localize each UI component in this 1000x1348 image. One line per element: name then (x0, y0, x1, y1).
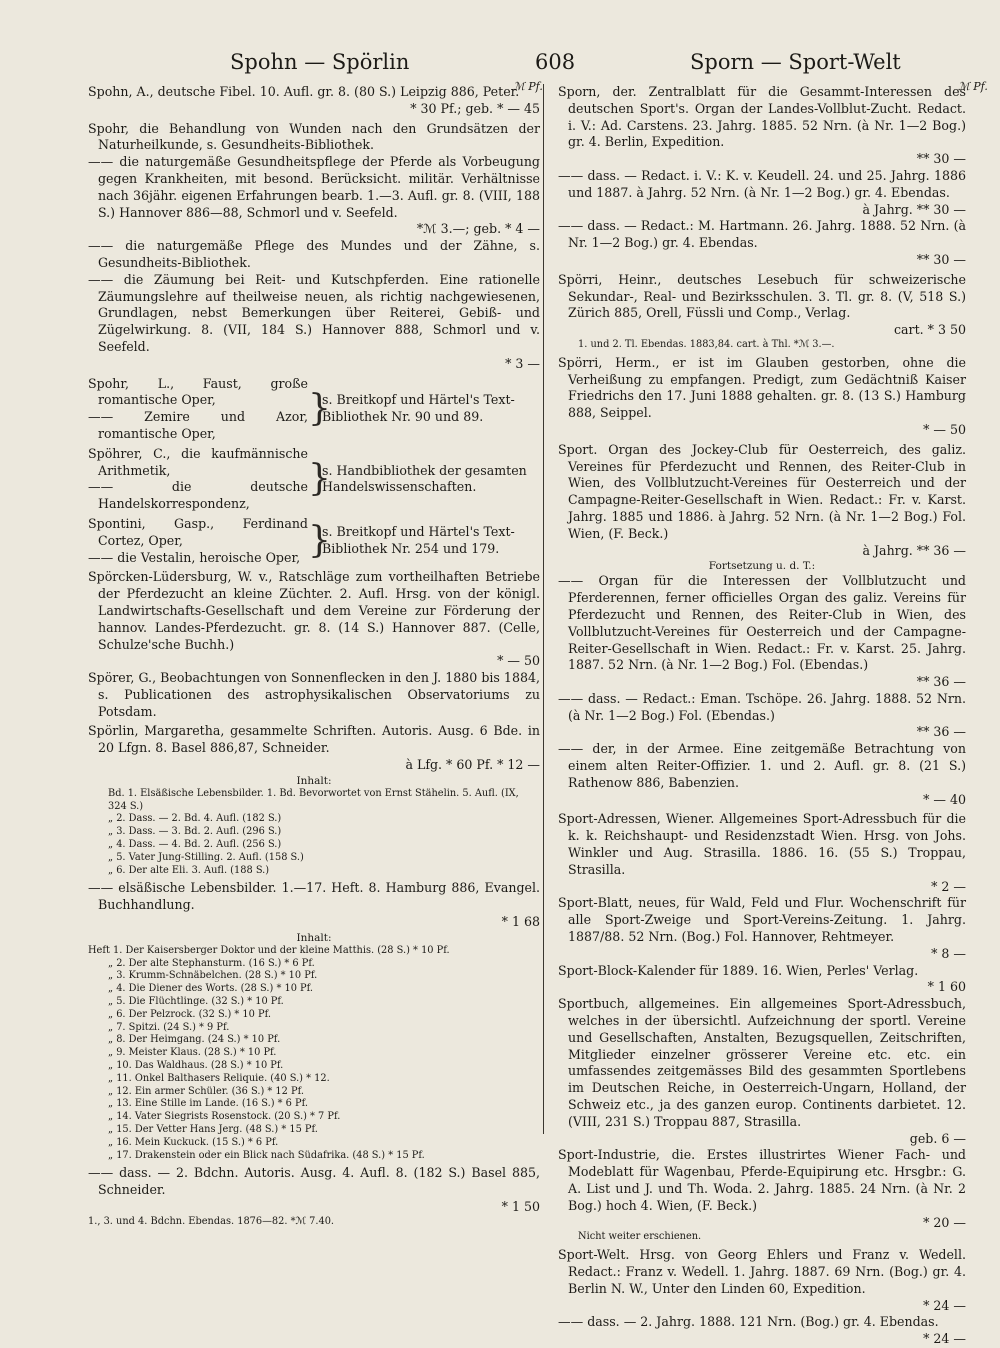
volume-item: Bd. 1. Elsäßische Lebensbilder. 1. Bd. Bevorwortet von Ernst Stähelin. 5. Aufl. (IX, 324 S.) (108, 787, 519, 812)
entry-spoehrer-a: Spöhrer, C., die kaufmännische Arithmetik, (88, 445, 308, 478)
volume-list (88, 788, 540, 878)
header-right-running-title: Sporn — Sport-Welt (690, 50, 901, 74)
heft-item: „ 5. Die Flüchtlinge. (32 S.) * 10 Pf. (108, 996, 284, 1008)
entry-price: ** 30 — (916, 151, 966, 167)
heft-item: „ 7. Spitzi. (24 S.) * 9 Pf. (108, 1021, 230, 1033)
brace-group-spontini (88, 516, 540, 566)
entry-price: ** 36 — (916, 724, 966, 740)
entry-spoerri-herm: Spörri, Herm., er ist im Glauben gestorben, ohne die Verheißung zu empfangen. Predigt, zum Gedächtniß Kaiser Friedrichs den 17. Juni 1888 gehalten. gr. 8. (13 S.) Hamburg 888, Seippel. (558, 354, 966, 421)
entry-spoehrer-b: —— die deutsche Handelskorrespondenz, (88, 479, 308, 512)
entry-price: * — 50 (923, 421, 966, 437)
entry-elsaessische-lebensbilder: —— elsäßische Lebensbilder. 1.—17. Heft. 8. Hamburg 886, Evangel. Buchhandlung. (88, 880, 540, 913)
heft-item: „ 10. Das Waldhaus. (28 S.) * 10 Pf. (108, 1060, 284, 1072)
entry-sport-adressen: Sport-Adressen, Wiener. Allgemeines Sport-Adressbuch für die k. k. Reichshaupt- und Residenzstadt Wien. Hrsg. von Johs. Winkler und Aug. Strasilla. 1886. 16. (55 S.) Troppau, Strasilla. (558, 811, 966, 877)
contents-heading: Inhalt: (296, 774, 332, 787)
brace-reference: s. Handbibliothek der gesamten Handelswissenschaften. (322, 462, 527, 495)
entry-price: * 30 Pf.; geb. * — 45 (410, 100, 540, 116)
brace-reference: s. Breitkopf und Härtel's Text-Bibliothek Nr. 254 und 179. (322, 524, 515, 557)
entry-spoerri-heinr: Spörri, Heinr., deutsches Lesebuch für schweizerische Sekundar-, Real- und Bezirksschulen. 3. Tl. gr. 8. (V, 518 S.) Zürich 885, Orell, Füssli und Comp., Verlag. (558, 271, 966, 321)
entry-sport-welt-dass: —— dass. — 2. Jahrg. 1888. 121 Nrn. (Bog.) gr. 4. Ebendas. (558, 1314, 939, 1330)
entry-note: Nicht weiter erschienen. (578, 1231, 702, 1243)
heft-item: „ 6. Der Pelzrock. (32 S.) * 10 Pf. (108, 1008, 271, 1020)
entry-price: à Jahrg. ** 36 — (862, 542, 966, 558)
brace-icon: } (308, 388, 331, 430)
entry-price: ** 36 — (916, 674, 966, 690)
entry-sporn-dass-1: —— dass. — Redact. i. V.: K. v. Keudell. 24. und 25. Jahrg. 1886 und 1887. à Jahrg. 52 Nrn. (à Nr. 1—2 Bog.) gr. 4. Ebendas. (558, 167, 966, 200)
entry-sport-blatt: Sport-Blatt, neues, für Wald, Feld und Flur. Wochenschrift für alle Sport-Zweige und Sport-Vereins-Zeitung. 1. Jahrg. 1887/88. 52 Nrn. (Bog.) Fol. Hannover, Rehtmeyer. (558, 895, 966, 945)
entry-note: 1. und 2. Tl. Ebendas. 1883,84. cart. à Thl. *ℳ 3.—. (578, 338, 835, 350)
heft-list (88, 945, 540, 1163)
contents-heading: Inhalt: (296, 931, 332, 944)
heft-item: Heft 1. Der Kaisersberger Doktor und der kleine Matthis. (28 S.) * 10 Pf. (88, 944, 450, 956)
left-column (88, 84, 540, 1229)
brace-icon: } (308, 520, 331, 562)
entry-price: *ℳ 3.—; geb. * 4 — (416, 221, 540, 237)
volume-item: „ 4. Dass. — 4. Bd. 2. Aufl. (256 S.) (108, 839, 282, 851)
price-column-label-right: ℳ Pf. (958, 80, 988, 93)
heft-item: „ 4. Die Diener des Worts. (28 S.) * 10 Pf. (108, 983, 314, 995)
entry-spontini-a: Spontini, Gasp., Ferdinand Cortez, Oper, (88, 515, 308, 548)
entry-sporn: Sporn, der. Zentralblatt für die Gesammt-Interessen des deutschen Sport's. Organ der Landes-Vollblut-Zucht. Redact. i. V.: Ad. Carstens. 23. Jahrg. 1885. 52 Nrn. (à Nr. 1—2 Bog.) gr. 4. Berlin, Expedition. (558, 84, 966, 150)
entry-organ-dass: —— dass. — Redact.: Eman. Tschöpe. 26. Jahrg. 1888. 52 Nrn. (à Nr. 1—2 Bog.) Fol. (Ebendas.) (558, 690, 966, 723)
heft-item: „ 13. Eine Stille im Lande. (16 S.) * 6 Pf. (108, 1098, 308, 1110)
entry-price: ** 30 — (916, 251, 966, 267)
heft-item: „ 3. Krumm-Schnäbelchen. (28 S.) * 10 Pf. (108, 970, 318, 982)
volume-item: „ 6. Der alte Eli. 3. Aufl. (188 S.) (108, 864, 270, 876)
brace-group-spoehrer (88, 446, 540, 513)
entry-spohr-1: Spohr, die Behandlung von Wunden nach den Grundsätzen der Naturheilkunde, s. Gesundheits-Bibliothek. (88, 120, 540, 153)
entry-price: * 8 — (931, 945, 966, 961)
entry-sport-armee: —— der, in der Armee. Eine zeitgemäße Betrachtung von einem alten Reiter-Offizier. 1. und 2. Aufl. gr. 8. (21 S.) Rathenow 886, Babenzien. (558, 741, 966, 790)
header-left-running-title: Spohn — Spörlin (230, 50, 410, 74)
entry-spoercken: Spörcken-Lüdersburg, W. v., Ratschläge zum vortheilhaften Betriebe der Pferdezucht an kleine Züchter. 2. Aufl. Hrsg. von der königl. Landwirtschafts-Gesellschaft und dem Vereine zur Förderung der hannov. Landes-Pferdezucht. gr. 8. (14 S.) Hannover 887. (Celle, Schulze'sche Buchh.) (88, 569, 540, 652)
entry-price: * — 40 (923, 791, 966, 807)
entry-sport-block-kalender: Sport-Block-Kalender für 1889. 16. Wien, Perles' Verlag. (558, 962, 919, 978)
entry-footnote: 1., 3. und 4. Bdchn. Ebendas. 1876—82. *ℳ 7.40. (88, 1215, 335, 1227)
entry-sportbuch: Sportbuch, allgemeines. Ein allgemeines Sport-Adressbuch, welches in der übersichtl. Aufzeichnung der sportl. Vereine und Gesellschaften, Anstalten, Bezugsquellen, Zeitschriften, Mitglieder einzelner grösserer Vereine etc. etc. ein umfassendes zeitgemässes Bild des gesammten Sportlebens im Deutschen Reiche, in Oesterreich-Ungarn, Holland, der Schweiz etc., ja des ganzen europ. Continents darbietet. 12. (VIII, 231 S.) Troppau 887, Strasilla. (558, 996, 966, 1129)
entry-spohr-l-zemire: —— Zemire und Azor, romantische Oper, (88, 409, 308, 441)
entry-price: geb. 6 — (909, 1130, 966, 1146)
volume-item: „ 5. Vater Jung-Stilling. 2. Aufl. (158 S.) (108, 851, 304, 863)
entry-dass-bdchn: —— dass. — 2. Bdchn. Autoris. Ausg. 4. Aufl. 8. (182 S.) Basel 885, Schneider. (88, 1165, 540, 1198)
heft-item: „ 8. Der Heimgang. (24 S.) * 10 Pf. (108, 1034, 281, 1046)
entry-spontini-b: —— die Vestalin, heroische Oper, (88, 549, 301, 565)
entry-spohr-3: —— die naturgemäße Pflege des Mundes und der Zähne, s. Gesundheits-Bibliothek. (88, 238, 540, 270)
entry-price: * 20 — (923, 1214, 966, 1230)
entry-organ: —— Organ für die Interessen der Vollblutzucht und Pferderennen, ferner officielles Organ des galiz. Vereins für Pferdezucht und Rennen, des Reiter-Club in Wien, des Vollblutzucht-Vereines für Oesterreich und der Campagne-Reiter-Gesellschaft in Wien. Redact.: Fr. v. Karst. 25. Jahrg. 1887. 52 Nrn. (à Nr. 1—2 Bog.) Fol. (Ebendas.) (558, 573, 966, 673)
heft-item: „ 14. Vater Siegrists Rosenstock. (20 S.) * 7 Pf. (108, 1111, 341, 1123)
brace-group-spohr-l (88, 376, 540, 443)
entry-price: * 24 — (923, 1297, 966, 1313)
page-header (0, 50, 1000, 86)
right-column (558, 84, 966, 1348)
brace-icon: } (308, 458, 331, 500)
entry-price: * 1 60 (927, 979, 966, 995)
entry-sport-industrie: Sport-Industrie, die. Erstes illustrirtes Wiener Fach- und Modeblatt für Wagenbau, Pferde-Equipirung etc. Hrsgbr.: G. A. List und J. und Th. Woda. 2. Jahrg. 1885. 24 Nrn. (à Nr. 2 Bog.) hoch 4. Wien, (F. Beck.) (558, 1147, 966, 1213)
heft-item: „ 15. Der Vetter Hans Jerg. (48 S.) * 15 Pf. (108, 1124, 318, 1135)
entry-sport: Sport. Organ des Jockey-Club für Oesterreich, des galiz. Vereines für Pferdezucht und Rennen, des Reiter-Club in Wien, des Vollblutzucht-Vereines für Oesterreich und der Campagne-Reiter-Gesellschaft in Wien. Redact.: Fr. v. Karst. Jahrg. 1885 und 1886. à Jahrg. 52 Nrn. (à Nr. 1—2 Bog.) Fol. Wien, (F. Beck.) (558, 441, 966, 541)
entry-spohr-4: —— die Zäumung bei Reit- und Kutschpferden. Eine rationelle Zäumungslehre auf theilweise neuen, als richtig nachgewiesenen, Grundlagen, nebst Bemerkungen über Reiterei, Gebiß- und Zügelwirkung. 8. (VII, 184 S.) Hannover 888, Schmorl und v. Seefeld. (88, 271, 540, 354)
heft-item: „ 16. Mein Kuckuck. (15 S.) * 6 Pf. (108, 1136, 279, 1148)
brace-reference: s. Breitkopf und Härtel's Text-Bibliothek Nr. 90 und 89. (322, 392, 515, 425)
entry-spoerer: Spörer, G., Beobachtungen von Sonnenflecken in den J. 1880 bis 1884, s. Publicationen des astrophysikalischen Observatoriums zu Potsdam. (88, 670, 540, 719)
entry-sporn-dass-2: —— dass. — Redact.: M. Hartmann. 26. Jahrg. 1888. 52 Nrn. (à Nr. 1—2 Bog.) gr. 4. Ebendas. (558, 218, 966, 251)
entry-price: * — 50 (497, 653, 540, 669)
heft-item: „ 17. Drakenstein oder ein Blick nach Südafrika. (48 S.) * 15 Pf. (108, 1149, 425, 1161)
entry-price: * 1 68 (501, 914, 540, 930)
entry-price: * 2 — (931, 878, 966, 894)
heft-item: „ 9. Meister Klaus. (28 S.) * 10 Pf. (108, 1047, 277, 1059)
entry-price: * 24 — (923, 1331, 966, 1347)
entry-price: * 1 50 (501, 1198, 540, 1214)
entry-price: à Jahrg. ** 30 — (862, 201, 966, 217)
heft-item: „ 11. Onkel Balthasers Reliquie. (40 S.) * 12. (108, 1072, 330, 1084)
page-number: 608 (535, 50, 576, 74)
volume-item: „ 2. Dass. — 2. Bd. 4. Aufl. (182 S.) (108, 813, 282, 825)
entry-price: cart. * 3 50 (894, 322, 966, 338)
entry-price: à Lfg. * 60 Pf. * 12 — (405, 757, 540, 773)
entry-sport-welt: Sport-Welt. Hrsg. von Georg Ehlers und Franz v. Wedell. Redact.: Franz v. Wedell. 1. Jahrg. 1887. 69 Nrn. (Bog.) gr. 4. Berlin N. W., Unter den Linden 60, Expedition. (558, 1247, 966, 1296)
entry-spohn-a: Spohn, A., deutsche Fibel. 10. Aufl. gr. 8. (80 S.) Leipzig 886, Peter. (88, 84, 520, 99)
entry-spohr-l-faust: Spohr, L., Faust, große romantische Oper, (88, 375, 308, 408)
column-divider (543, 84, 544, 1134)
entry-spohr-2: —— die naturgemäße Gesundheitspflege der Pferde als Vorbeugung gegen Krankheiten, mit besond. Berücksicht. militär. Verhältnisse nach 36jähr. eigenen Erfahrungen bearb. 1.—3. Aufl. gr. 8. (VIII, 188 S.) Hannover 886—88, Schmorl und v. Seefeld. (88, 154, 540, 220)
heft-item: „ 2. Der alte Stephansturm. (16 S.) * 6 Pf. (108, 957, 315, 969)
continuation-note: Fortsetzung u. d. T.: (708, 560, 816, 573)
price-column-label-left: ℳ Pf. (513, 80, 543, 93)
entry-price: * 3 — (505, 355, 540, 371)
heft-item: „ 12. Ein armer Schüler. (36 S.) * 12 Pf. (108, 1085, 304, 1097)
entry-spoerlin: Spörlin, Margaretha, gesammelte Schriften. Autoris. Ausg. 6 Bde. in 20 Lfgn. 8. Basel 886,87, Schneider. (88, 723, 540, 756)
volume-item: „ 3. Dass. — 3. Bd. 2. Aufl. (296 S.) (108, 826, 282, 838)
